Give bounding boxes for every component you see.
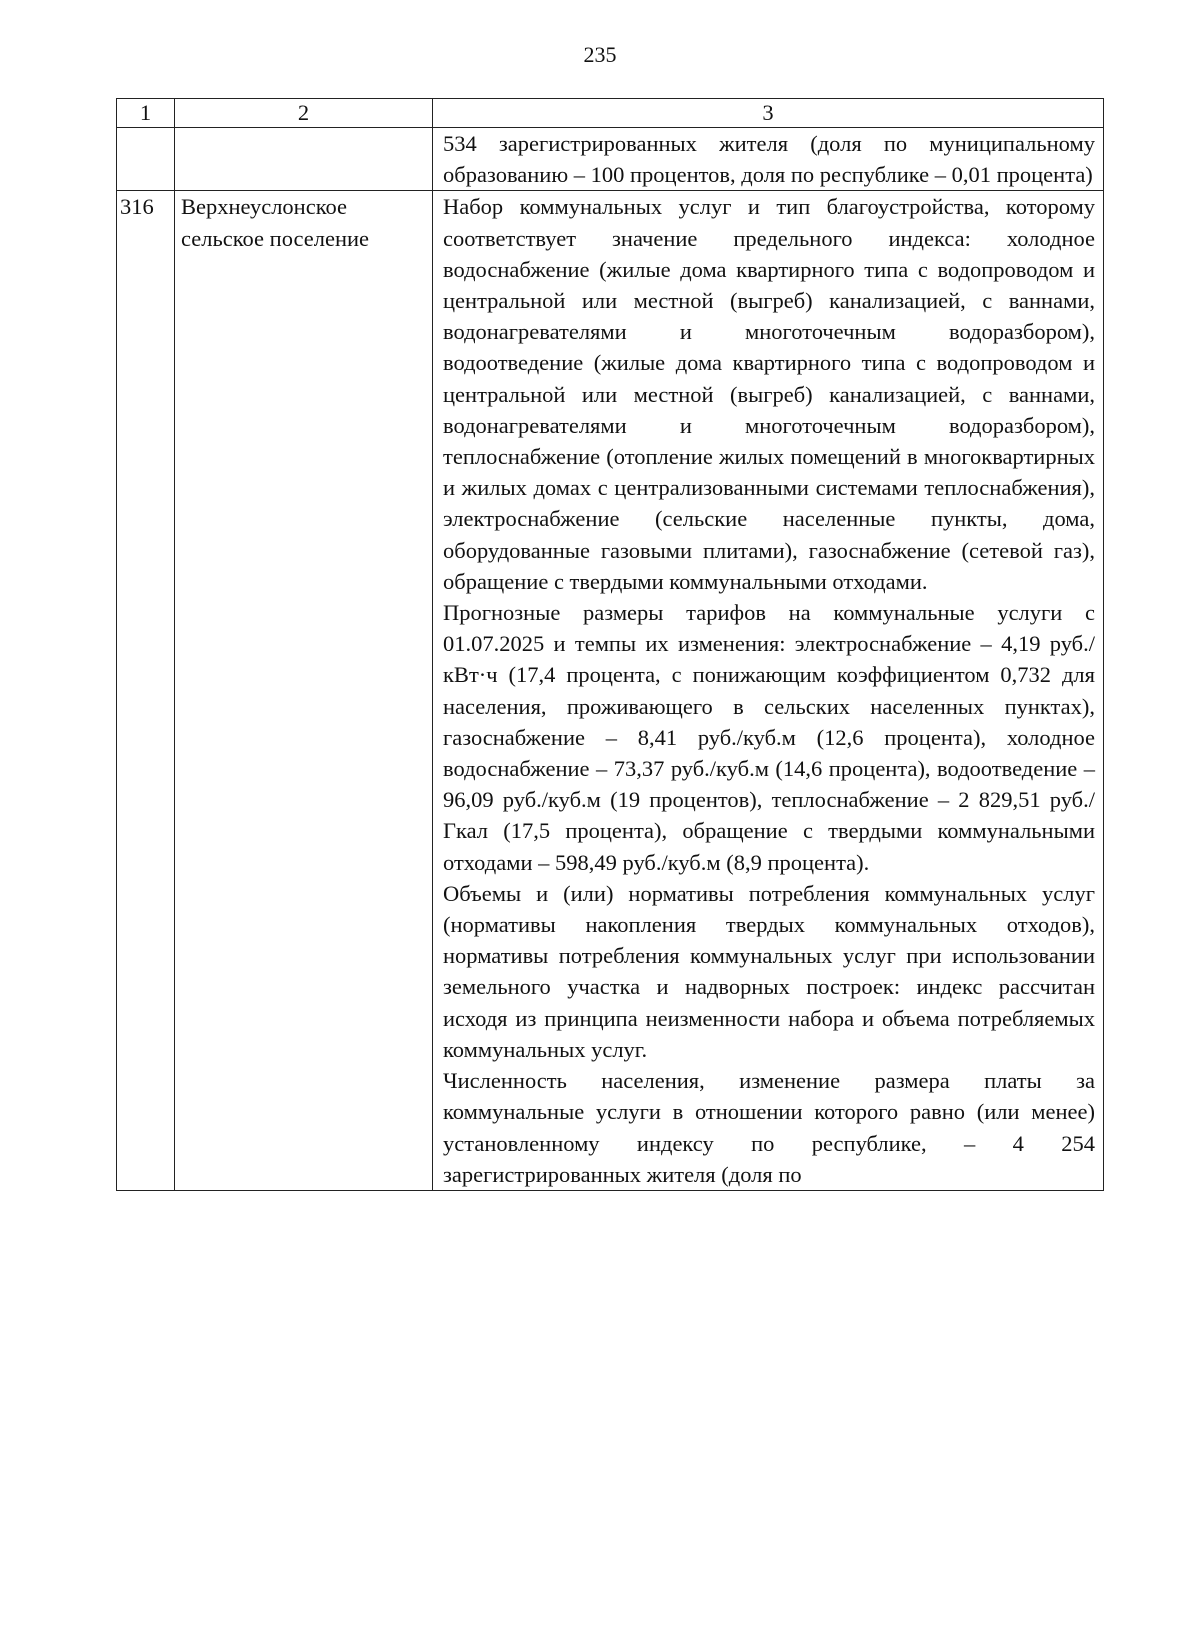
continuation-number-cell	[117, 128, 175, 191]
column-header-1: 1	[117, 99, 175, 128]
paragraph-population: Численность населения, изменение размера платы за коммунальные услуги в отношении которого равно (или менее) установленному индексу по республике, – 4 254 зарегистрированных жителя (доля по	[443, 1068, 1095, 1187]
table-row-316	[117, 191, 1104, 1191]
paragraph-volumes: Объемы и (или) нормативы потребления коммунальных услуг (нормативы накопления твердых коммунальных отходов), нормативы потребления коммунальных услуг при использовании земельного участка и надворных построек: индекс рассчитан исходя из принципа неизменности набора и объема потребляемых коммунальных услуг.	[443, 880, 1095, 1062]
continuation-name-cell	[175, 128, 433, 191]
tariff-table	[116, 98, 1104, 1191]
column-header-2: 2	[175, 99, 433, 128]
row-number: 316	[117, 191, 175, 1191]
settlement-name: Верхнеуслонское сельское поселение	[175, 191, 433, 1191]
table-row-continuation	[117, 128, 1104, 191]
row-description-cell	[433, 191, 1104, 1191]
continuation-paragraph: 534 зарегистрированных жителя (доля по муниципальному образованию – 100 процентов, доля по республике – 0,01 процента)	[443, 131, 1095, 188]
column-header-3: 3	[433, 99, 1104, 128]
page-number: 235	[583, 42, 617, 67]
continuation-text-cell	[433, 128, 1104, 191]
paragraph-utilities-set: Набор коммунальных услуг и тип благоустройства, которому соответствует значение предельного индекса: холодное водоснабжение (жилые дома квартирного типа с водопроводом и центральной или местной (выгреб) канализацией, с ваннами, водонагревателями и многоточечным водоразбором), водоотведение (жилые дома квартирного типа с водопроводом и центральной или местной (выгреб) канализацией, с ваннами, водонагревателями и многоточечным водоразбором), теплоснабжение (отопление жилых помещений в многоквартирных и жилых домах с централизованными системами теплоснабжения), электроснабжение (сельские населенные пункты, дома, оборудованные газовыми плитами), газоснабжение (сетевой газ), обращение с твердыми коммунальными отходами.	[443, 194, 1095, 594]
paragraph-tariffs: Прогнозные размеры тарифов на коммунальные услуги с 01.07.2025 и темпы их изменения: электроснабжение – 4,19 руб./кВт·ч (17,4 процента, с понижающим коэффициентом 0,732 для населения, проживающего в сельских населенных пунктах), газоснабжение – 8,41 руб./куб.м (12,6 процента), холодное водоснабжение – 73,37 руб./куб.м (14,6 процента), водоотведение – 96,09 руб./куб.м (19 процентов), теплоснабжение – 2 829,51 руб./Гкал (17,5 процента), обращение с твердыми коммунальными отходами – 598,49 руб./куб.м (8,9 процента).	[443, 600, 1095, 875]
table-header-row	[117, 99, 1104, 128]
